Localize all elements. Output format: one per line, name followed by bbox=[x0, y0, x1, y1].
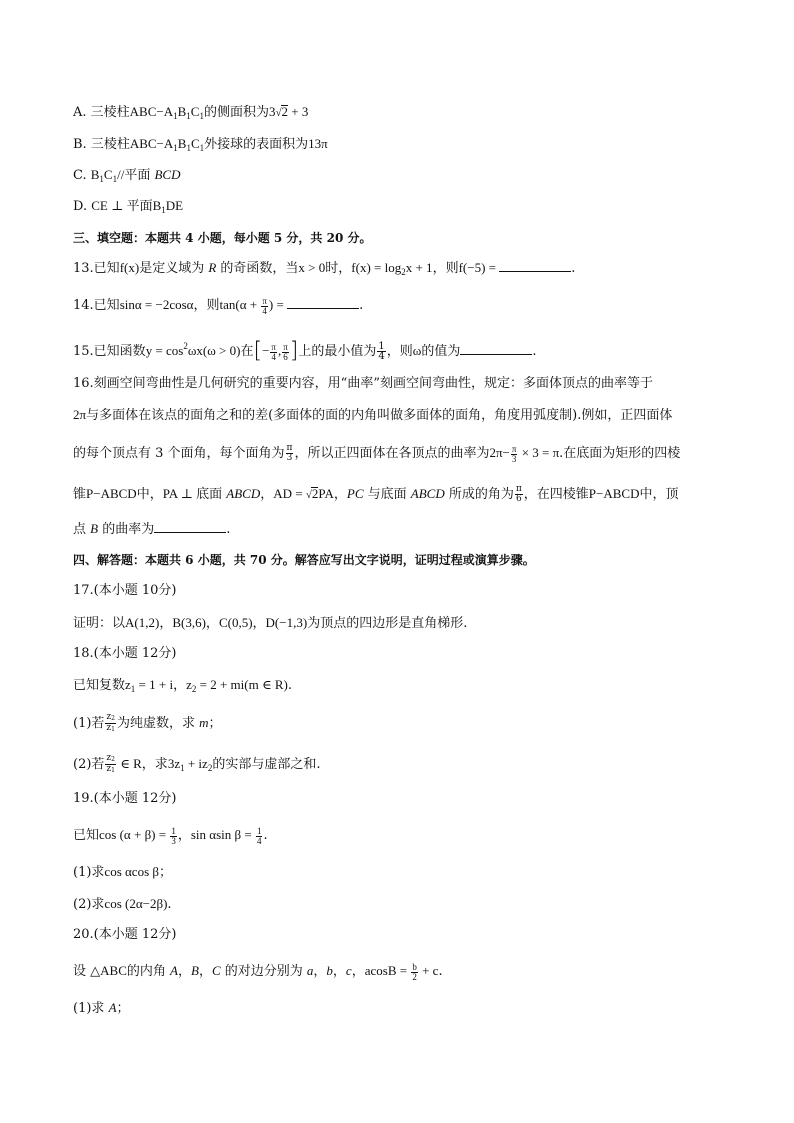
question-20-title: 20.(本小题 12分) bbox=[73, 927, 177, 942]
question-19-given: 已知cos (α + β) = $\frac{1}{3}$ ，sin αsin β = $\frac{1}{4}$ . bbox=[73, 825, 268, 846]
question-14: 14.已知sinα = −2cosα，则tan(α + $\frac{\pi}{4}$ ) = . bbox=[73, 295, 364, 316]
question-20-part-1: (1)求 A； bbox=[73, 1000, 130, 1016]
option-b: B. 三棱柱$ABC-A_1B_1C_1$外接球的表面积为13π bbox=[73, 136, 328, 153]
question-15: 15.已知函数$y = \cos^2\omega x(\omega > 0)$在[− $\frac{\pi}{4}$ , $\frac{\pi}{6}$ ]上的最小值为 $\frac{1}{4}$ ，则ω的值为 . bbox=[73, 338, 537, 364]
question-16-line-4: 锥P−ABCD中，PA ⊥ 底面 ABCD，AD = √2PA，PC 与底面 ABCD 所成的角为 $\frac{\pi}{6}$ ，在四棱锥P−ABCD中，顶 bbox=[73, 484, 679, 504]
question-18-part-2: (2)若 $\frac{z_2}{z_1}$ ∈ R，求$3z_1 + iz_2$的实部与虚部之和. bbox=[73, 753, 321, 774]
question-18-given: 已知复数$z_1 = 1 + i$，$z_2 = 2 + mi(m$ ∈ R). bbox=[73, 677, 292, 694]
question-19-part-1: (1)求cos αcos β； bbox=[73, 864, 173, 880]
question-19-part-2: (2)求cos (2α−2β). bbox=[73, 896, 172, 912]
question-18-part-1: (1)若 $\frac{z_2}{z_1}$ 为纯虚数，求 m； bbox=[73, 712, 222, 733]
question-16-line-1: 16.刻画空间弯曲性是几何研究的重要内容，用“曲率”刻画空间弯曲性，规定：多面体顶点的曲率等于 bbox=[73, 376, 653, 391]
question-13: 13.已知f(x)是定义域为 R 的奇函数，当x > 0时，$f(x) = \log_2x + 1$，则f(−5) = . bbox=[73, 260, 576, 277]
option-a: A. 三棱柱$ABC-A_1B_1C_1$的侧面积为3√2 + 3 bbox=[73, 104, 309, 121]
question-16-line-2: 2π与多面体在该点的面角之和的差(多面体的面的内角叫做多面体的面角，角度用弧度制).例如，正四面体 bbox=[73, 407, 673, 423]
question-20-given: 设 △ABC的内角 A，B，C 的对边分别为 a，b，c，acosB = $\frac{b}{2}$ + c. bbox=[73, 961, 443, 982]
question-17-body: 证明：以A(1,2)，B(3,6)，C(0,5)，D(−1,3)为顶点的四边形是直角梯形. bbox=[73, 615, 468, 631]
option-c: C. $B_1C_1//$平面 BCD bbox=[73, 167, 181, 184]
section-4-heading: 四、解答题：本题共 6 小题，共 70 分。解答应写出文字说明，证明过程或演算步骤。 bbox=[73, 553, 535, 567]
question-17-title: 17.(本小题 10分) bbox=[73, 583, 177, 598]
question-16-line-5: 点 B 的曲率为 . bbox=[73, 521, 231, 537]
question-16-line-3: 的每个顶点有 3 个面角，每个面角为 $\frac{\pi}{3}$ ，所以正四面体在各顶点的曲率为2π− $\frac{\pi}{3}$ × 3 = π.在底面为矩形的四棱 bbox=[73, 443, 681, 464]
question-19-title: 19.(本小题 12分) bbox=[73, 791, 177, 806]
question-18-title: 18.(本小题 12分) bbox=[73, 646, 177, 661]
section-3-heading: 三、填空题：本题共 4 小题，每小题 5 分，共 20 分。 bbox=[73, 231, 372, 245]
option-d: D. CE ⊥ 平面$B_1DE$ bbox=[73, 198, 184, 215]
